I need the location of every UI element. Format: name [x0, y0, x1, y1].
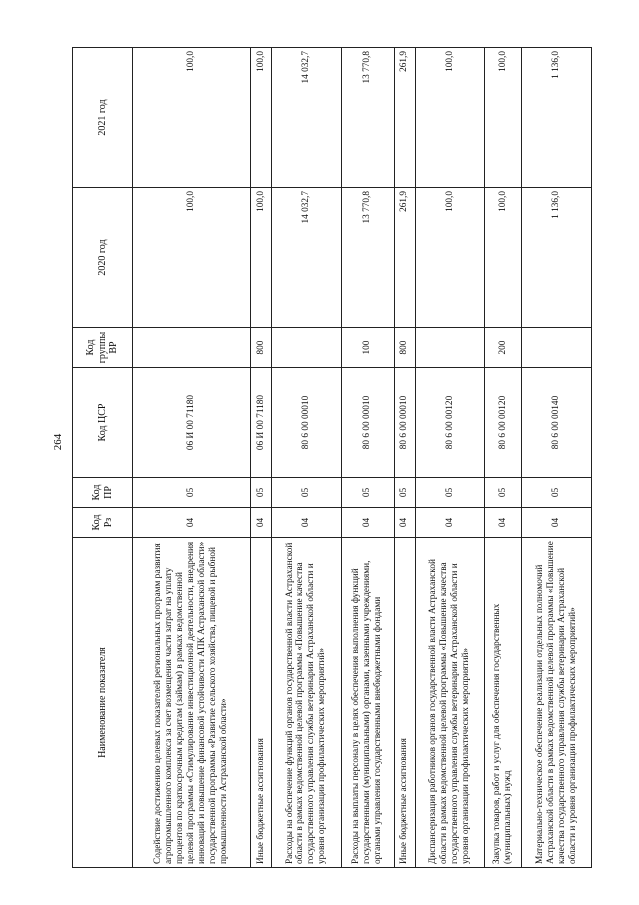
cell-csr: 80 6 00 00120 — [415, 368, 485, 478]
cell-rz: 04 — [415, 508, 485, 538]
cell-csr: 06 И 00 71180 — [251, 368, 272, 478]
cell-2020: 100,0 — [485, 188, 522, 328]
cell-2020: 14 032,7 — [272, 188, 342, 328]
header-name: Наименование показателя — [73, 538, 133, 868]
cell-rz: 04 — [251, 508, 272, 538]
cell-vr — [272, 328, 342, 368]
table-row — [341, 48, 394, 868]
cell-vr: 100 — [341, 328, 394, 368]
cell-vr — [415, 328, 485, 368]
header-pr: Код ПР — [73, 478, 133, 508]
header-2021: 2021 год — [73, 48, 133, 188]
cell-pr: 05 — [272, 478, 342, 508]
cell-2020: 1 136,0 — [522, 188, 592, 328]
table-header-row — [73, 48, 133, 868]
cell-vr: 200 — [485, 328, 522, 368]
cell-csr: 80 6 00 00120 — [485, 368, 522, 478]
cell-2021: 13 770,8 — [341, 48, 394, 188]
cell-2020: 261,9 — [395, 188, 416, 328]
table-row — [133, 48, 251, 868]
table-row — [415, 48, 485, 868]
cell-pr: 05 — [251, 478, 272, 508]
header-csr: Код ЦСР — [73, 368, 133, 478]
table-row — [395, 48, 416, 868]
cell-2021: 100,0 — [485, 48, 522, 188]
table-row — [485, 48, 522, 868]
cell-pr: 05 — [522, 478, 592, 508]
cell-pr: 05 — [415, 478, 485, 508]
cell-rz: 04 — [133, 508, 251, 538]
cell-name: Иные бюджетные ассигнования — [395, 538, 416, 868]
cell-2020: 13 770,8 — [341, 188, 394, 328]
header-2020: 2020 год — [73, 188, 133, 328]
cell-2021: 14 032,7 — [272, 48, 342, 188]
cell-name: Закупка товаров, работ и услуг для обеспечения государственных (муниципальных) нужд — [485, 538, 522, 868]
cell-pr: 05 — [485, 478, 522, 508]
cell-2020: 100,0 — [251, 188, 272, 328]
cell-rz: 04 — [272, 508, 342, 538]
cell-2021: 100,0 — [133, 48, 251, 188]
table-row — [522, 48, 592, 868]
cell-name: Расходы на выплаты персоналу в целях обеспечения выполнения функций государственными (муниципальными) органами, казенными учреждениями, органами управления государственными внебюджетными фондами — [341, 538, 394, 868]
cell-rz: 04 — [341, 508, 394, 538]
cell-2021: 100,0 — [415, 48, 485, 188]
cell-csr: 06 И 00 71180 — [133, 368, 251, 478]
budget-table — [72, 47, 592, 868]
table-row — [272, 48, 342, 868]
cell-vr: 800 — [395, 328, 416, 368]
cell-rz: 04 — [395, 508, 416, 538]
cell-name: Содействие достижению целевых показателей региональных программ развития агропромышленного комплекса за счет возмещения части затрат на уплату процентов по краткосрочным кредитам (займам) в рамках ведомственной целевой программы «Стимулирование инвестиционной деятельности, внедрения инноваций и повышение финансовой устойчивости АПК Астраханской области» государственной программы «Развитие сельского хозяйства, пищевой и рыбной промышленности Астраханской области» — [133, 538, 251, 868]
cell-csr: 80 6 00 00140 — [522, 368, 592, 478]
cell-2021: 100,0 — [251, 48, 272, 188]
cell-vr — [522, 328, 592, 368]
cell-vr: 800 — [251, 328, 272, 368]
cell-pr: 05 — [395, 478, 416, 508]
cell-vr — [133, 328, 251, 368]
page-number: 264 — [52, 433, 64, 451]
cell-csr: 80 6 00 00010 — [395, 368, 416, 478]
cell-csr: 80 6 00 00010 — [272, 368, 342, 478]
cell-2021: 1 136,0 — [522, 48, 592, 188]
table-row — [251, 48, 272, 868]
cell-pr: 05 — [341, 478, 394, 508]
cell-2021: 261,9 — [395, 48, 416, 188]
cell-2020: 100,0 — [133, 188, 251, 328]
header-vr: Код группы ВР — [73, 328, 133, 368]
cell-rz: 04 — [485, 508, 522, 538]
cell-name: Материально-техническое обеспечение реализации отдельных полномочий Астраханской области в рамках ведомственной целевой программы «Повышение качества государственного управления службы ветеринарии Астраханской области и уровня организации профилактических мероприятий» — [522, 538, 592, 868]
rotated-table-container — [72, 48, 592, 868]
cell-2020: 100,0 — [415, 188, 485, 328]
cell-name: Расходы на обеспечение функций органов государственной власти Астраханской области в рамках ведомственной целевой программы «Повышение качества государственного управления службы ветеринарии Астраханской области и уровня организации профилактических мероприятий» — [272, 538, 342, 868]
header-rz: Код Рз — [73, 508, 133, 538]
cell-rz: 04 — [522, 508, 592, 538]
cell-name: Иные бюджетные ассигнования — [251, 538, 272, 868]
cell-pr: 05 — [133, 478, 251, 508]
cell-name: Диспансеризация работников органов государственной власти Астраханской области в рамках ведомственной целевой программы «Повышение качества государственного управления службы ветеринарии Астраханской области и уровня организации профилактических мероприятий» — [415, 538, 485, 868]
cell-csr: 80 6 00 00010 — [341, 368, 394, 478]
